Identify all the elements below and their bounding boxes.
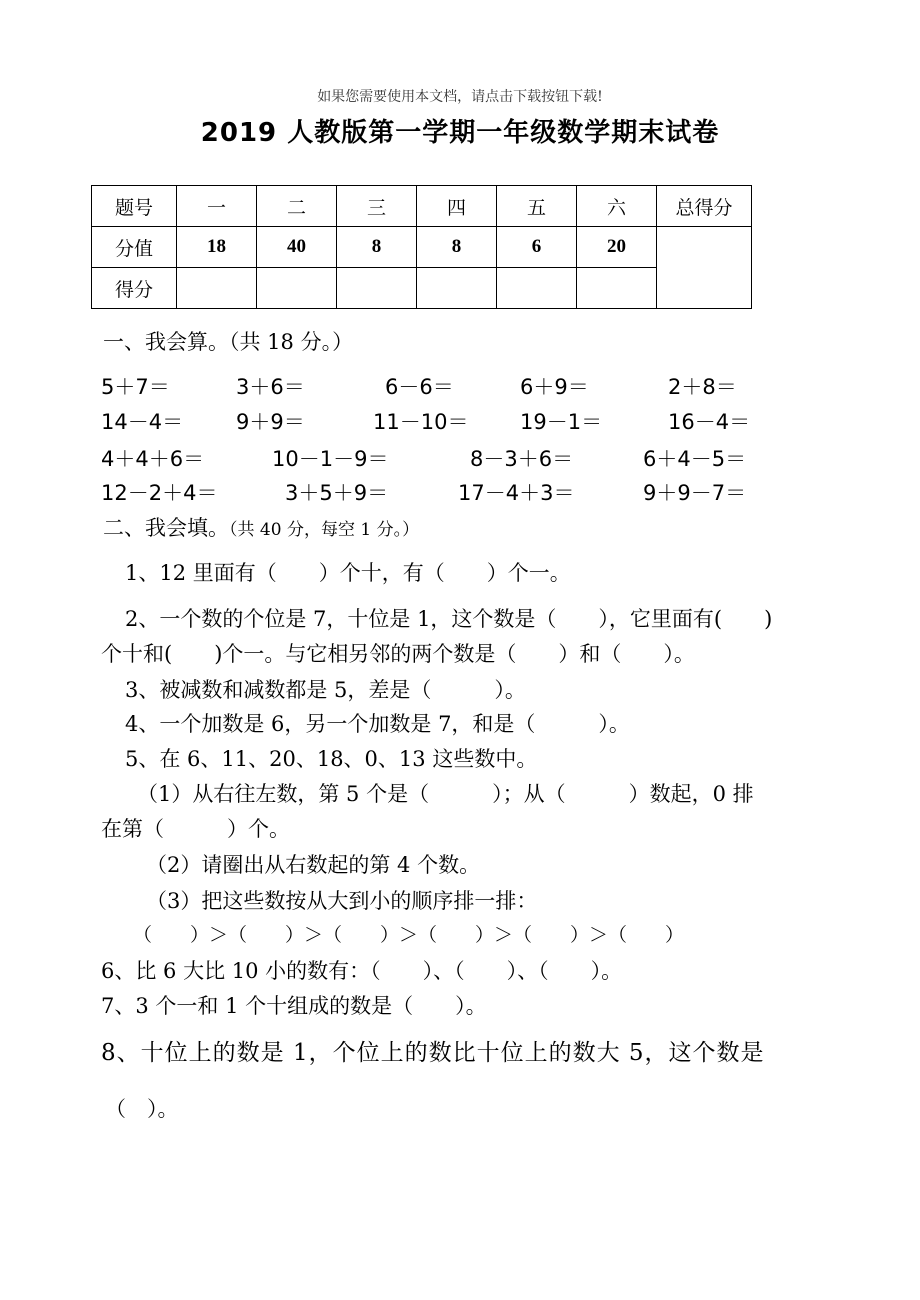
column-header: 二 [257,186,337,227]
table-row [92,227,752,268]
section1-heading: 一、我会算。（共 18 分。） [103,330,354,354]
calc-item: 9＋9－7＝ [643,481,747,505]
score-table [91,185,752,309]
calc-item: 10－1－9＝ [272,447,389,471]
question-line: 8、十位上的数是 1，个位上的数比十位上的数大 5，这个数是 [101,1040,765,1066]
column-header: 一 [177,186,257,227]
points-cell: 20 [577,227,657,268]
points-cell: 8 [417,227,497,268]
calc-item: 3＋5＋9＝ [285,481,389,505]
question-line: （3）把这些数按从大到小的顺序排一排： [146,889,538,913]
ordering-blanks: （ ）＞（ ）＞（ ）＞（ ）＞（ ）＞（ ） [133,924,685,946]
total-score-header: 总得分 [657,186,752,227]
column-header: 五 [497,186,577,227]
table-row [92,186,752,227]
calc-item: 3＋6＝ [236,375,305,399]
question-line: 4、一个加数是 6，另一个加数是 7，和是（ ）。 [125,712,630,736]
score-cell[interactable] [417,268,497,309]
calc-item: 5＋7＝ [101,375,170,399]
row-label: 分值 [92,227,177,268]
score-cell[interactable] [257,268,337,309]
question-line: 3、被减数和减数都是 5，差是（ ）。 [125,678,526,702]
question-line: 6、比 6 大比 10 小的数有：（ ）、（ ）、（ ）。 [101,959,623,983]
points-cell: 40 [257,227,337,268]
calc-item: 17－4＋3＝ [458,481,575,505]
table-row [92,268,752,309]
section2-note: （共 40 分，每空 1 分。） [229,520,420,540]
calc-item: 6＋9＝ [520,375,589,399]
question-line: （2）请圈出从右数起的第 4 个数。 [146,853,481,877]
question-line: 1、12 里面有（ ）个十，有（ ）个一。 [125,561,571,585]
column-header: 四 [417,186,497,227]
calc-item: 6－6＝ [385,375,454,399]
calc-item: 9＋9＝ [236,410,305,434]
calc-item: 16－4＝ [668,410,751,434]
score-cell[interactable] [337,268,417,309]
question-line: （1）从右往左数，第 5 个是（ ）；从（ ）数起，0 排 [137,782,754,806]
calc-item: 11－10＝ [373,410,469,434]
calc-item: 2＋8＝ [668,375,737,399]
page-title: 2019 人教版第一学期一年级数学期末试卷 [200,118,720,148]
calc-item: 14－4＝ [101,410,184,434]
question-line: 7、3 个一和 1 个十组成的数是（ ）。 [101,994,487,1018]
score-cell[interactable] [577,268,657,309]
total-score-cell[interactable] [657,227,752,309]
question-line: （ ）。 [105,1097,179,1121]
question-line: 个十和( )个一。与它相另邻的两个数是（ ）和（ ）。 [101,642,695,666]
calc-item: 19－1＝ [520,410,603,434]
calc-item: 12－2＋4＝ [101,481,218,505]
points-cell: 8 [337,227,417,268]
calc-item: 6＋4－5＝ [643,447,747,471]
download-notice: 如果您需要使用本文档，请点击下载按钮下载! [317,89,603,105]
row-label: 题号 [92,186,177,227]
question-line: 5、在 6、11、20、18、0、13 这些数中。 [125,747,538,771]
calc-item: 4＋4＋6＝ [101,447,205,471]
column-header: 六 [577,186,657,227]
score-cell[interactable] [177,268,257,309]
question-line: 2、一个数的个位是 7，十位是 1，这个数是（ ），它里面有( ) [125,607,773,631]
score-cell[interactable] [497,268,577,309]
calc-item: 8－3＋6＝ [470,447,574,471]
points-cell: 18 [177,227,257,268]
section2-title: 二、我会填。 [103,516,229,540]
column-header: 三 [337,186,417,227]
section2-heading [103,512,419,542]
row-label: 得分 [92,268,177,309]
question-line: 在第（ ）个。 [101,817,290,841]
points-cell: 6 [497,227,577,268]
